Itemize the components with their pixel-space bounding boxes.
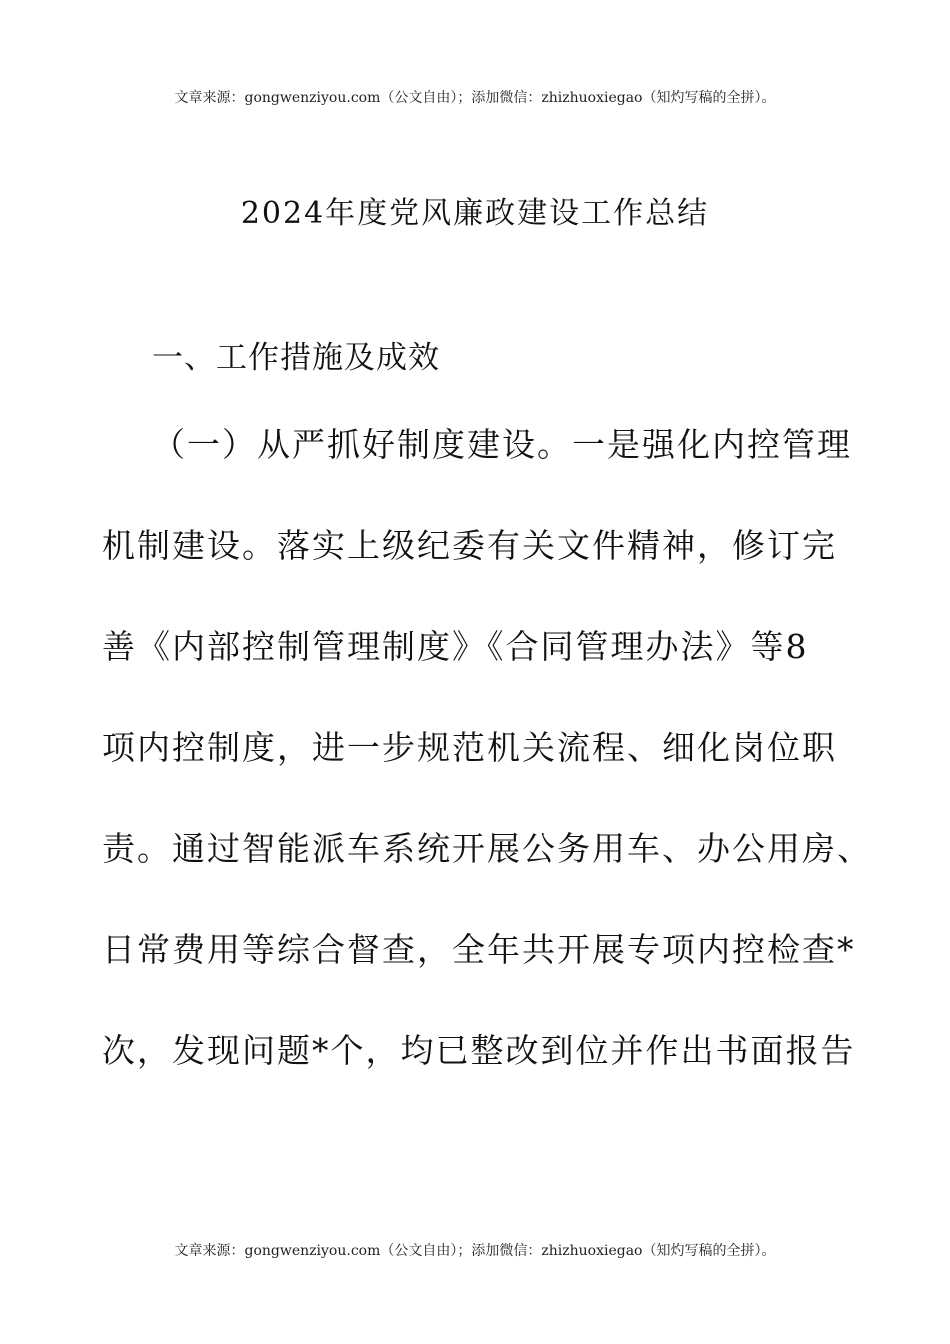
body-line: 责。通过智能派车系统开展公务用车、办公用房、: [102, 829, 872, 868]
body-line: 善《内部控制管理制度》《合同管理办法》等8: [102, 627, 809, 666]
header-source-note: 文章来源：gongwenziyou.com（公文自由）；添加微信：zhizhuoxiegao（知灼写稿的全拼）。: [174, 90, 776, 106]
body-line: 机制建设。落实上级纪委有关文件精神，修订完: [102, 526, 837, 565]
document-title: 2024年度党风廉政建设工作总结: [240, 196, 710, 231]
body-line: 次，发现问题*个，均已整改到位并作出书面报告: [102, 1031, 856, 1070]
body-line: 项内控制度，进一步规范机关流程、细化岗位职: [102, 728, 837, 767]
body-line: 日常费用等综合督查，全年共开展专项内控检查*: [102, 930, 856, 969]
body-paragraph: [102, 420, 872, 1127]
footer-source-note: 文章来源：gongwenziyou.com（公文自由）；添加微信：zhizhuoxiegao（知灼写稿的全拼）。: [174, 1243, 776, 1259]
body-line: （一）从严抓好制度建设。一是强化内控管理: [152, 425, 852, 464]
section-heading: 一、工作措施及成效: [152, 340, 440, 376]
